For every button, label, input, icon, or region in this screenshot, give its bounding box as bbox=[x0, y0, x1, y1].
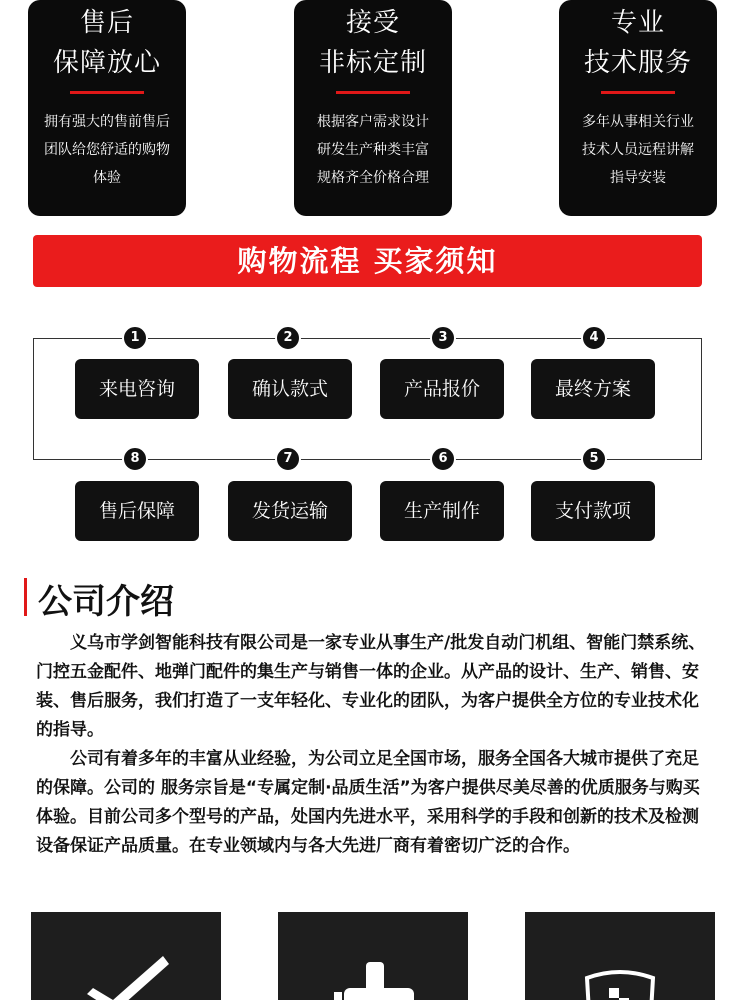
card-title-line2: 保障放心 bbox=[52, 48, 161, 78]
flow-step-final-plan: 最终方案 bbox=[531, 359, 655, 419]
feature-card-custom bbox=[294, 0, 452, 216]
step-number-badge: 7 bbox=[275, 446, 301, 472]
tile-shield bbox=[525, 912, 715, 1000]
tile-thumbs-up bbox=[278, 912, 468, 1000]
card-desc-line: 团队给您舒适的购物 bbox=[44, 142, 170, 158]
card-title-line1: 专业 bbox=[610, 8, 665, 38]
step-number-badge: 4 bbox=[581, 325, 607, 351]
card-divider bbox=[601, 91, 675, 94]
tile-checkmark bbox=[31, 912, 221, 1000]
heading-accent-bar bbox=[24, 578, 27, 616]
shopping-process-banner: 购物流程 买家须知 bbox=[33, 235, 702, 287]
flow-step-quote: 产品报价 bbox=[380, 359, 504, 419]
step-number-badge: 1 bbox=[122, 325, 148, 351]
card-desc-line: 规格齐全价格合理 bbox=[317, 170, 429, 186]
shield-icon bbox=[525, 912, 715, 1000]
card-title-line1: 接受 bbox=[345, 8, 400, 38]
card-desc-line: 体验 bbox=[93, 170, 121, 186]
feature-card-after-sales bbox=[28, 0, 186, 216]
card-divider bbox=[70, 91, 144, 94]
card-title-line2: 非标定制 bbox=[318, 48, 427, 78]
card-title-line2: 技术服务 bbox=[583, 48, 692, 78]
flow-step-after-sales: 售后保障 bbox=[75, 481, 199, 541]
feature-card-tech-service bbox=[559, 0, 717, 216]
card-desc-line: 指导安装 bbox=[610, 170, 666, 186]
step-number-badge: 2 bbox=[275, 325, 301, 351]
flow-step-shipping: 发货运输 bbox=[228, 481, 352, 541]
company-intro-paragraph-2: 公司有着多年的丰富从业经验，为公司立足全国市场，服务全国各大城市提供了充足的保障。公司的 服务宗旨是“专属定制·品质生活”为客户提供尽美尽善的优质服务与购买体验。目前公司多个型号的产品，处国内先进水平，采用科学的手段和创新的技术及检测设备保证产品质量。在专业领域内与各大先进厂商有着密切广泛的合作。 bbox=[36, 749, 700, 856]
flow-step-payment: 支付款项 bbox=[531, 481, 655, 541]
card-desc-line: 拥有强大的售前售后 bbox=[44, 114, 170, 130]
checkmark-icon bbox=[31, 912, 221, 1000]
flow-step-production: 生产制作 bbox=[380, 481, 504, 541]
step-number-badge: 3 bbox=[430, 325, 456, 351]
flow-step-confirm-style: 确认款式 bbox=[228, 359, 352, 419]
company-intro-paragraph-1: 义乌市学剑智能科技有限公司是一家专业从事生产/批发自动门机组、智能门禁系统、门控五金配件、地弹门配件的集生产与销售一体的企业。从产品的设计、生产、销售、安装、售后服务，我们打造了一支年轻化、专业化的团队，为客户提供全方位的专业技术化的指导。 bbox=[36, 633, 706, 740]
step-number-badge: 8 bbox=[122, 446, 148, 472]
card-desc-line: 多年从事相关行业 bbox=[582, 114, 694, 130]
card-desc-line: 根据客户需求设计 bbox=[317, 114, 429, 130]
company-intro-title: 公司介绍 bbox=[38, 582, 174, 622]
flow-step-consult: 来电咨询 bbox=[75, 359, 199, 419]
step-number-badge: 5 bbox=[581, 446, 607, 472]
thumbs-up-icon bbox=[278, 912, 468, 1000]
card-desc-line: 研发生产种类丰富 bbox=[317, 142, 429, 158]
step-number-badge: 6 bbox=[430, 446, 456, 472]
card-title-line1: 售后 bbox=[79, 8, 134, 38]
card-desc-line: 技术人员远程讲解 bbox=[582, 142, 694, 158]
card-divider bbox=[336, 91, 410, 94]
